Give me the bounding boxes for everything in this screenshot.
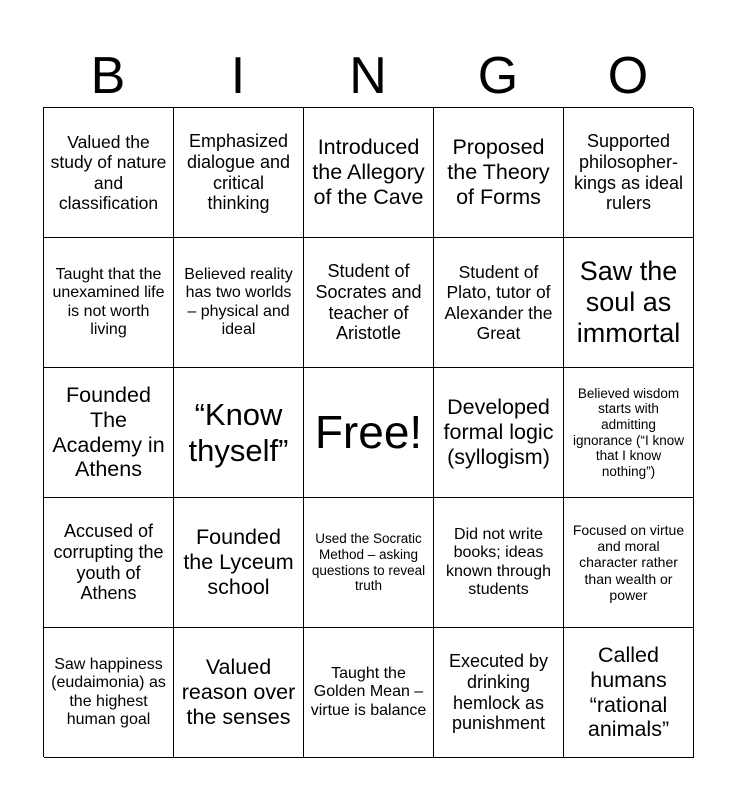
- cell-text: Saw happiness (eudaimonia) as the highest human goal: [51, 655, 166, 728]
- bingo-cell[interactable]: [304, 238, 434, 368]
- bingo-cell[interactable]: [44, 108, 174, 238]
- header-letter-n: N: [349, 47, 387, 105]
- bingo-cell[interactable]: [174, 498, 304, 628]
- bingo-header: [43, 44, 693, 108]
- bingo-cell[interactable]: [174, 108, 304, 238]
- cell-text: Developed formal logic (syllogism): [443, 395, 554, 469]
- bingo-cell[interactable]: [564, 238, 694, 368]
- cell-text: Called humans “rational animals”: [587, 643, 670, 742]
- cell-text: Valued reason over the senses: [181, 655, 296, 729]
- bingo-cell[interactable]: [564, 498, 694, 628]
- free-text: Free!: [314, 406, 423, 459]
- header-letter-g: G: [477, 47, 519, 105]
- bingo-cell[interactable]: [564, 108, 694, 238]
- bingo-cell[interactable]: [44, 238, 174, 368]
- bingo-cell[interactable]: [304, 108, 434, 238]
- cell-text: Supported philosopher-kings as ideal rulers: [573, 131, 684, 214]
- cell-text: Founded The Academy in Athens: [52, 383, 165, 482]
- cell-text: Did not write books; ideas known through students: [446, 525, 551, 598]
- bingo-cell[interactable]: [304, 628, 434, 758]
- header-letter-i: I: [230, 47, 246, 105]
- cell-text: Proposed the Theory of Forms: [447, 135, 550, 209]
- bingo-cell[interactable]: [174, 628, 304, 758]
- cell-text: Saw the soul as immortal: [576, 255, 681, 349]
- cell-text: Taught that the unexamined life is not worth living: [52, 265, 165, 338]
- cell-text: Executed by drinking hemlock as punishment: [448, 651, 549, 734]
- cell-text: Founded the Lyceum school: [183, 525, 294, 599]
- bingo-cell[interactable]: [304, 498, 434, 628]
- cell-text: Believed wisdom starts with admitting ignorance (“I know that I know nothing”): [572, 385, 685, 479]
- bingo-cell[interactable]: [564, 368, 694, 498]
- bingo-cell[interactable]: [44, 498, 174, 628]
- cell-text: Introduced the Allegory of the Cave: [312, 135, 425, 209]
- bingo-cell[interactable]: [434, 498, 564, 628]
- bingo-cell[interactable]: [564, 628, 694, 758]
- cell-text: Valued the study of nature and classification: [50, 132, 167, 213]
- header-letter-b: B: [90, 47, 126, 105]
- bingo-cell[interactable]: [44, 368, 174, 498]
- cell-text: Used the Socratic Method – asking questions to reveal truth: [311, 531, 426, 594]
- cell-text: Believed reality has two worlds – physical and ideal: [184, 265, 293, 338]
- cell-text: Student of Socrates and teacher of Aristotle: [315, 261, 422, 344]
- cell-text: Taught the Golden Mean – virtue is balance: [310, 664, 427, 719]
- bingo-cell[interactable]: [434, 238, 564, 368]
- bingo-cell[interactable]: [44, 628, 174, 758]
- cell-text: Accused of corrupting the youth of Athens: [53, 521, 164, 604]
- bingo-cell[interactable]: [174, 368, 304, 498]
- header-letter-o: O: [607, 47, 649, 105]
- cell-text: Student of Plato, tutor of Alexander the Great: [444, 262, 553, 343]
- bingo-cell[interactable]: [434, 368, 564, 498]
- cell-text: Emphasized dialogue and critical thinking: [186, 131, 291, 214]
- bingo-cell[interactable]: [434, 628, 564, 758]
- cell-text: Focused on virtue and moral character rather than wealth or power: [572, 522, 685, 603]
- bingo-board: [43, 107, 693, 757]
- bingo-cell[interactable]: [174, 238, 304, 368]
- cell-text: “Know thyself”: [188, 396, 289, 468]
- bingo-cell[interactable]: [434, 108, 564, 238]
- free-space[interactable]: [304, 368, 434, 498]
